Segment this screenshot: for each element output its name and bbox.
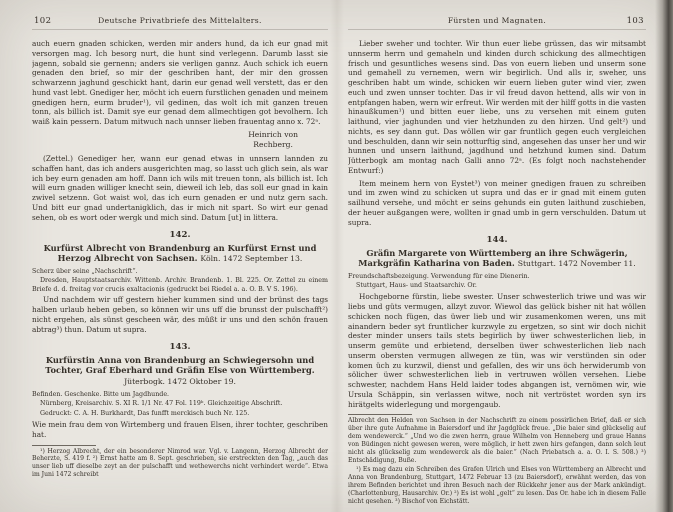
section-142-title-text: Kurfürst Albrecht von Brandenburg an Kurfürst Ernst und Herzog Albrecht von Sachsen. (43, 242, 317, 264)
section-142-regest: Scherz über seine „Nachschrift“. (32, 267, 138, 275)
page-edge-shadow (655, 0, 673, 512)
section-143-title-text: Kurfürstin Anna von Brandenburg an Schwiegersohn und Tochter, Graf Eberhard und Gräfin Else von Württemberg. (45, 354, 315, 376)
signature-block (32, 130, 328, 151)
running-head-title-right: Fürsten und Magnaten. (447, 16, 547, 25)
section-142-source: Dresden, Hauptstaatsarchiv. Wittenb. Archiv. Brandenb. 1. Bl. 225. Or. Zettel zu einem Briefe d. d. freitag vor crucis exaltacionis (gedruckt bei Riedel a. a. O. B. V S. 196). (32, 277, 328, 293)
section-144-body: Hochgeborne fürstin, liebe swester. Unser schwesterlich triwe und was wir liebs und güts vermugen, allzyt zuvor. Wiewol das gelück bisher nit hat wöllen schicken noch fügen, das üwer lieb und wir zusamenkomen weren, uns mit ainandern beder syt fruntlicher kurzwyle zu ergetzen, so sint wir doch nichit dester minder unsers tails stets begirlich by üwer schwesterlichen lieb, in unserm gemüte und erbietend, derselben üwer schwesterlichen lieb nach unserm obersten vermugen allwegen ze tün, was wir verstünden sin oder komen üch zu kurzwil, dienst und gefallen, des wir uns öch herwiderumb von sölicher üwer schwesterlichen lieb in vertruwen wöllen versehen. Liebe schwester, nachdem Hans Held laider todes abgangen ist, vernömen wir, wie Ursula Schäppin, sin verlassen witwe, noch nit vertröstet worden syn irs hirätgelts widerlegung und morgengaub. (348, 292, 646, 409)
section-143-body: Wie mein frau dem von Wirtemberg und frauen Elsen, ihrer tochter, geschriben hat. (32, 419, 328, 439)
footnote-continuation-right: Albrecht den Helden von Sachsen in der Nachschrift zu einem possirlichen Brief, daß er sich über ihre gute Aufnahme in Baiersdorf und ihr Jagdglück freue. „Die baier sind glückselig auf dem wendewerck.“ „Und wo die zwen herrn, graue Wilhelm von Henneberg und graue Hanns von Büdingen nicht gewesen weren, were möglich, ir hett zwen hirs gefangen, dann solch leut nicht als glückselig zum wendewerck als die baier.“ (Nach Priebatsch a. a. O. I. S. 508.) ³) Entschädigung, Buße. (348, 417, 646, 465)
section-142-body: Und nachdem wir uff gestern hieher kummen sind und der brünst des tags halben urlaub heben geben, so können wir uns uff die brunsst der pulschafft²) nicht ergehen, als sünst gescheen wär, des müßt ir uns und den schön frauen abtrag³) thun. Datum ut supra. (32, 295, 328, 334)
footnote-rule-right (348, 414, 412, 415)
section-143-place-date: Jüterbogk. 1472 Oktober 19. (124, 377, 236, 387)
letter-continuation-paragraph: auch euern gnaden schicken, werden mir anders hund, da ich eur gnad mit versorgen mag. Ich besorg nurt, die hunt sind verlegenn. Darumb lasst sie jagenn, sobald sie gernenn; anders sie verligen gannz. Auch schick ich euern genaden den brief, so mir der geschriben hant, der mir den grossen schwarzenn jaghund geschickt hant, darin eur genad well verstett, das er den hund vast lebt. Gnediger her, möcht ich euern furstlichen genaden und meinem gnedigen hern, eurm bruder¹), vil gedinen, das wolt ich mit ganzen treuen tonn, als billich ist. Damit sye eur genad dem allmechtigen got bevolhern. Ich waiß kain pessern. Datum mitwuch nach unnser lieben frauentag anno x. 72ᵃ. (32, 39, 328, 127)
footnotes-right: ¹) Es mag dazu ein Schreiben des Grafen Ulrich und Elses von Württemberg an Albrecht und Anna von Brandenburg, Stuttgart, 1472 Februar 13 (zu Baiersdorf), erwähnt werden, das von ihrem Befinden berichtet und ihren Besuch nach der Rückkehr jener aus der Mark ankündigt. (Charlottenburg, Hausarchiv. Or.) ²) Es ist wohl „gelt“ zu lesen. Das Or. habe ich in diesem Falle nicht gesehen. ³) Bischof von Eichstätt. (348, 465, 646, 504)
section-144-title-text: Gräfin Margarete von Württemberg an ihre Schwägerin, Markgräfin Katharina von Baden. (358, 247, 628, 269)
page-number-left: 102 (34, 16, 52, 26)
section-143-source-1: Nürnberg, Kreisarchiv. S. XI R. 1/1 Nr. 47 Fol. 119ᵇ. Gleichzeitige Abschrift. (40, 400, 283, 408)
section-142-place-date: Köln. 1472 September 13. (200, 254, 303, 264)
signature-line-1: Heinrich von (248, 129, 298, 139)
running-head-title-left: Deutsche Privatbriefe des Mittelalters. (98, 16, 262, 25)
section-144-source: Stuttgart, Haus- und Staatsarchiv. Or. (356, 282, 477, 290)
signature-line-2: Rechberg. (253, 140, 293, 150)
section-144-number: 144. (486, 234, 508, 245)
section-143-source-2: Gedruckt: C. A. H. Burkhardt, Das funfft merckisch buch Nr. 125. (40, 410, 250, 418)
section-143-regest: Befinden. Geschenke. Bitte um Jagdhunde. (32, 390, 170, 398)
page-number-right: 103 (626, 16, 644, 26)
right-page (348, 16, 646, 504)
book-gutter-shadow (330, 0, 344, 512)
footnotes-left: ¹) Herzog Albrecht, der ein besonderer Nimrod war. Vgl. v. Langenn, Herzog Albrecht der Beherzte, S. 419 f. ²) Ernst hatte am 8. Sept. geschrieben, sie erstreckten den Tag, „auch das unser lieb uff dieselbe zeyt an der pulschafft und wethewerchs nicht verhindert werde“. Etwa im Juni 1472 schreibt (32, 447, 328, 479)
section-143-title (38, 355, 322, 388)
section-143-number: 143. (169, 341, 191, 352)
letter-143-body-2: Item meinem hern von Eystet³) von meiner gnedigen frauen zu schreiben und im zwen wind zu schicken ut supra und das er ir gnad mit einem guten sailhund versehe, und möcht er seins gehunds ein guten laithund zuschieben, der heuer außgangen were, wollten ir gnad umb in gern verschulden. Datum ut supra. (348, 178, 646, 227)
running-head-right (348, 16, 646, 30)
signature-name (248, 130, 298, 151)
zettel-paragraph: (Zettel.) Genediger her, wann eur genad etwas in unnsern lannden zu schaffen hant, das ich anders ausgerichten mag, so lasst uch glich sein, als war ich bey eurn genaden am hoff. Dann ich wils mit treuen tonn, als billich ist. Ich will eurn gnaden williger knecht sein, dieweil ich leb, das soll eur gnad in kain zwivel setzenn. Got waist wol, das ich eurn genaden er und nutz gern sach. Und bitt eur gnad undertanigklich, das ir mich nit spart. So wirt eur genad sehen, ob es wort oder wergk und mich sind. Datum [ut] in littera. (32, 154, 328, 222)
section-144-title (354, 248, 640, 270)
section-142-number: 142. (169, 229, 191, 240)
left-page (32, 16, 328, 504)
running-head-left (32, 16, 328, 30)
section-144-regest: Freundschaftsbezeigung. Verwendung für eine Dienerin. (348, 272, 530, 280)
letter-143-body-1: Lieber sweher und tochter. Wir thun euer liebe grüssen, das wir mitsambt unnserm herrn und gemaheln und kinden durch schickung des allmechtigen frisch und gesuntliches wesens sind. Das von euern lieben und unserm sone und gemahell zu vernemen, wern wir begirlich. Und alls ir, sweher, uns geschriben habt um winde, schicken wir euern lieben guter wind vier, zwen euch und zwen unnser tochter. Das ir vil freud davon hettend, alls wir von in entpfangen haben, wern wir erfreut. Wir werden mit der hilff gotts in die vasten hinaußkumen¹) und bitten euer liebe, uns zu versehen mit einem guten laithund, vier jaghunden und vier hetzhunden zu den hirzen. Und gelt²) und nichts, es sey dann gut. Das wöllen wir gar fruntlich gegen euch vergleichen und beschulden, dann wir sein notturftig sind, angesehen das unser her und wir hunnen und unsern laithund, jagdhund und hetzhund kumen sind. Datum Jütterbogk am montag nach Galli anno 72ᵃ. (Es folgt noch nachstehender Entwurf:) (348, 39, 646, 175)
section-144-place-date: Stuttgart. 1472 November 11. (517, 259, 636, 269)
footnote-rule-left (32, 445, 96, 446)
section-142-title (38, 243, 322, 265)
